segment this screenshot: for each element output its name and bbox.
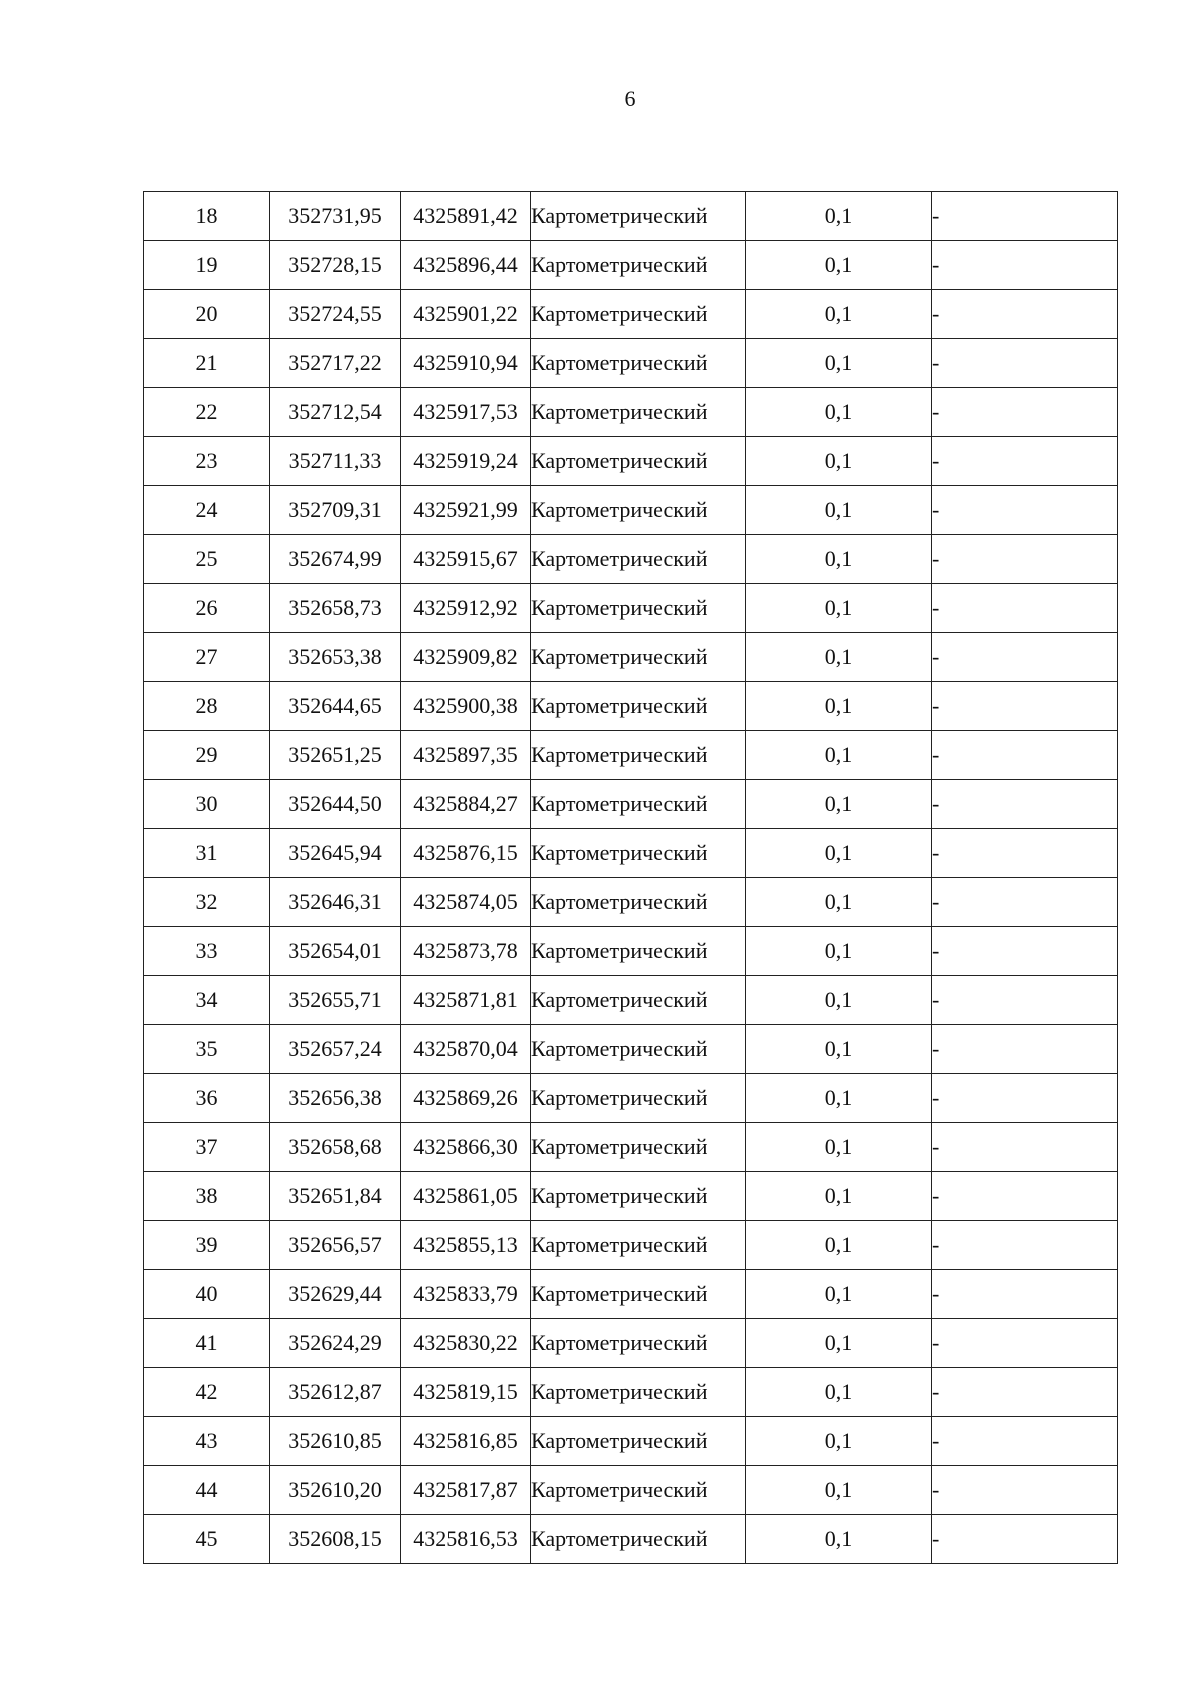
coordinate-y-cell: 4325917,53	[401, 388, 531, 437]
method-cell: Картометрический	[531, 780, 746, 829]
coordinate-y-cell: 4325897,35	[401, 731, 531, 780]
description-cell: -	[932, 1074, 1118, 1123]
coordinate-x-cell: 352717,22	[270, 339, 401, 388]
point-number-cell: 22	[144, 388, 270, 437]
method-cell: Картометрический	[531, 192, 746, 241]
description-cell: -	[932, 486, 1118, 535]
point-number-cell: 38	[144, 1172, 270, 1221]
description-cell: -	[932, 1025, 1118, 1074]
coordinate-x-cell: 352651,25	[270, 731, 401, 780]
method-cell: Картометрический	[531, 1319, 746, 1368]
point-number-cell: 37	[144, 1123, 270, 1172]
accuracy-cell: 0,1	[746, 682, 932, 731]
description-cell: -	[932, 633, 1118, 682]
point-number-cell: 33	[144, 927, 270, 976]
accuracy-cell: 0,1	[746, 633, 932, 682]
description-cell: -	[932, 584, 1118, 633]
accuracy-cell: 0,1	[746, 780, 932, 829]
coordinate-x-cell: 352645,94	[270, 829, 401, 878]
accuracy-cell: 0,1	[746, 241, 932, 290]
method-cell: Картометрический	[531, 1074, 746, 1123]
table-row	[144, 1221, 1118, 1270]
method-cell: Картометрический	[531, 241, 746, 290]
description-cell: -	[932, 1172, 1118, 1221]
description-cell: -	[932, 1417, 1118, 1466]
point-number-cell: 21	[144, 339, 270, 388]
method-cell: Картометрический	[531, 1417, 746, 1466]
coordinate-y-cell: 4325901,22	[401, 290, 531, 339]
point-number-cell: 19	[144, 241, 270, 290]
point-number-cell: 30	[144, 780, 270, 829]
method-cell: Картометрический	[531, 486, 746, 535]
point-number-cell: 39	[144, 1221, 270, 1270]
page-number: 6	[624, 86, 636, 111]
method-cell: Картометрический	[531, 976, 746, 1025]
accuracy-cell: 0,1	[746, 1221, 932, 1270]
description-cell: -	[932, 976, 1118, 1025]
method-cell: Картометрический	[531, 829, 746, 878]
description-cell: -	[932, 1123, 1118, 1172]
table-row	[144, 1466, 1118, 1515]
coordinate-y-cell: 4325910,94	[401, 339, 531, 388]
description-cell: -	[932, 1221, 1118, 1270]
method-cell: Картометрический	[531, 339, 746, 388]
description-cell: -	[932, 1319, 1118, 1368]
point-number-cell: 31	[144, 829, 270, 878]
point-number-cell: 45	[144, 1515, 270, 1564]
point-number-cell: 34	[144, 976, 270, 1025]
accuracy-cell: 0,1	[746, 1319, 932, 1368]
description-cell: -	[932, 878, 1118, 927]
point-number-cell: 26	[144, 584, 270, 633]
coordinate-y-cell: 4325884,27	[401, 780, 531, 829]
table-row	[144, 388, 1118, 437]
method-cell: Картометрический	[531, 584, 746, 633]
coordinate-y-cell: 4325830,22	[401, 1319, 531, 1368]
point-number-cell: 44	[144, 1466, 270, 1515]
description-cell: -	[932, 437, 1118, 486]
method-cell: Картометрический	[531, 1123, 746, 1172]
coordinate-y-cell: 4325861,05	[401, 1172, 531, 1221]
coordinate-y-cell: 4325817,87	[401, 1466, 531, 1515]
description-cell: -	[932, 388, 1118, 437]
accuracy-cell: 0,1	[746, 1074, 932, 1123]
table-row	[144, 1123, 1118, 1172]
coordinate-x-cell: 352644,65	[270, 682, 401, 731]
accuracy-cell: 0,1	[746, 486, 932, 535]
point-number-cell: 40	[144, 1270, 270, 1319]
table-row	[144, 1368, 1118, 1417]
coordinate-x-cell: 352612,87	[270, 1368, 401, 1417]
method-cell: Картометрический	[531, 388, 746, 437]
coordinate-y-cell: 4325909,82	[401, 633, 531, 682]
coordinate-y-cell: 4325855,13	[401, 1221, 531, 1270]
accuracy-cell: 0,1	[746, 388, 932, 437]
coordinate-y-cell: 4325876,15	[401, 829, 531, 878]
table-row	[144, 1319, 1118, 1368]
accuracy-cell: 0,1	[746, 1123, 932, 1172]
coordinate-x-cell: 352624,29	[270, 1319, 401, 1368]
method-cell: Картометрический	[531, 1368, 746, 1417]
method-cell: Картометрический	[531, 633, 746, 682]
table-row	[144, 633, 1118, 682]
coordinates-table	[143, 191, 1118, 1564]
accuracy-cell: 0,1	[746, 927, 932, 976]
method-cell: Картометрический	[531, 1025, 746, 1074]
accuracy-cell: 0,1	[746, 584, 932, 633]
coordinate-x-cell: 352728,15	[270, 241, 401, 290]
accuracy-cell: 0,1	[746, 290, 932, 339]
description-cell: -	[932, 241, 1118, 290]
point-number-cell: 23	[144, 437, 270, 486]
coordinate-x-cell: 352654,01	[270, 927, 401, 976]
description-cell: -	[932, 927, 1118, 976]
coordinate-y-cell: 4325919,24	[401, 437, 531, 486]
description-cell: -	[932, 780, 1118, 829]
method-cell: Картометрический	[531, 290, 746, 339]
table-row	[144, 829, 1118, 878]
coordinate-y-cell: 4325816,53	[401, 1515, 531, 1564]
method-cell: Картометрический	[531, 1466, 746, 1515]
point-number-cell: 32	[144, 878, 270, 927]
table-row	[144, 437, 1118, 486]
coordinate-y-cell: 4325866,30	[401, 1123, 531, 1172]
accuracy-cell: 0,1	[746, 731, 932, 780]
accuracy-cell: 0,1	[746, 1417, 932, 1466]
method-cell: Картометрический	[531, 1172, 746, 1221]
point-number-cell: 41	[144, 1319, 270, 1368]
description-cell: -	[932, 339, 1118, 388]
accuracy-cell: 0,1	[746, 192, 932, 241]
coordinate-y-cell: 4325921,99	[401, 486, 531, 535]
table-row	[144, 1515, 1118, 1564]
coordinate-y-cell: 4325873,78	[401, 927, 531, 976]
coordinate-x-cell: 352657,24	[270, 1025, 401, 1074]
coordinate-x-cell: 352644,50	[270, 780, 401, 829]
table-row	[144, 584, 1118, 633]
accuracy-cell: 0,1	[746, 1025, 932, 1074]
accuracy-cell: 0,1	[746, 976, 932, 1025]
coordinate-x-cell: 352658,73	[270, 584, 401, 633]
point-number-cell: 27	[144, 633, 270, 682]
point-number-cell: 35	[144, 1025, 270, 1074]
description-cell: -	[932, 1270, 1118, 1319]
table-row	[144, 486, 1118, 535]
table-row	[144, 780, 1118, 829]
description-cell: -	[932, 829, 1118, 878]
coordinate-x-cell: 352610,85	[270, 1417, 401, 1466]
point-number-cell: 29	[144, 731, 270, 780]
point-number-cell: 25	[144, 535, 270, 584]
coordinate-y-cell: 4325833,79	[401, 1270, 531, 1319]
coordinate-y-cell: 4325900,38	[401, 682, 531, 731]
coordinate-y-cell: 4325915,67	[401, 535, 531, 584]
coordinate-x-cell: 352646,31	[270, 878, 401, 927]
point-number-cell: 18	[144, 192, 270, 241]
description-cell: -	[932, 1368, 1118, 1417]
coordinate-y-cell: 4325871,81	[401, 976, 531, 1025]
accuracy-cell: 0,1	[746, 878, 932, 927]
coordinate-x-cell: 352653,38	[270, 633, 401, 682]
coordinate-x-cell: 352724,55	[270, 290, 401, 339]
method-cell: Картометрический	[531, 1515, 746, 1564]
table-row	[144, 682, 1118, 731]
method-cell: Картометрический	[531, 1270, 746, 1319]
method-cell: Картометрический	[531, 535, 746, 584]
coordinate-y-cell: 4325896,44	[401, 241, 531, 290]
table-row	[144, 1417, 1118, 1466]
coordinate-x-cell: 352655,71	[270, 976, 401, 1025]
coordinate-x-cell: 352712,54	[270, 388, 401, 437]
accuracy-cell: 0,1	[746, 1172, 932, 1221]
method-cell: Картометрический	[531, 437, 746, 486]
coordinate-y-cell: 4325869,26	[401, 1074, 531, 1123]
coordinate-x-cell: 352711,33	[270, 437, 401, 486]
coordinate-x-cell: 352656,57	[270, 1221, 401, 1270]
point-number-cell: 20	[144, 290, 270, 339]
method-cell: Картометрический	[531, 731, 746, 780]
coordinate-y-cell: 4325874,05	[401, 878, 531, 927]
point-number-cell: 28	[144, 682, 270, 731]
description-cell: -	[932, 290, 1118, 339]
description-cell: -	[932, 682, 1118, 731]
point-number-cell: 36	[144, 1074, 270, 1123]
coordinate-x-cell: 352658,68	[270, 1123, 401, 1172]
table-row	[144, 1270, 1118, 1319]
table-row	[144, 290, 1118, 339]
table-row	[144, 731, 1118, 780]
table-row	[144, 535, 1118, 584]
coordinate-x-cell: 352709,31	[270, 486, 401, 535]
coordinate-y-cell: 4325870,04	[401, 1025, 531, 1074]
table-row	[144, 927, 1118, 976]
table-row	[144, 241, 1118, 290]
method-cell: Картометрический	[531, 927, 746, 976]
accuracy-cell: 0,1	[746, 535, 932, 584]
accuracy-cell: 0,1	[746, 1368, 932, 1417]
table-row	[144, 1025, 1118, 1074]
table-row	[144, 339, 1118, 388]
accuracy-cell: 0,1	[746, 1270, 932, 1319]
accuracy-cell: 0,1	[746, 339, 932, 388]
coordinate-x-cell: 352608,15	[270, 1515, 401, 1564]
coordinate-x-cell: 352610,20	[270, 1466, 401, 1515]
table-row	[144, 878, 1118, 927]
table-row	[144, 1172, 1118, 1221]
coordinate-y-cell: 4325891,42	[401, 192, 531, 241]
description-cell: -	[932, 192, 1118, 241]
table-row	[144, 192, 1118, 241]
coordinate-x-cell: 352629,44	[270, 1270, 401, 1319]
method-cell: Картометрический	[531, 682, 746, 731]
description-cell: -	[932, 535, 1118, 584]
coordinate-x-cell: 352656,38	[270, 1074, 401, 1123]
coordinates-table-body	[144, 192, 1118, 1564]
table-row	[144, 976, 1118, 1025]
accuracy-cell: 0,1	[746, 1515, 932, 1564]
description-cell: -	[932, 731, 1118, 780]
accuracy-cell: 0,1	[746, 437, 932, 486]
point-number-cell: 43	[144, 1417, 270, 1466]
method-cell: Картометрический	[531, 1221, 746, 1270]
point-number-cell: 24	[144, 486, 270, 535]
coordinate-x-cell: 352651,84	[270, 1172, 401, 1221]
coordinate-y-cell: 4325912,92	[401, 584, 531, 633]
description-cell: -	[932, 1515, 1118, 1564]
table-row	[144, 1074, 1118, 1123]
point-number-cell: 42	[144, 1368, 270, 1417]
description-cell: -	[932, 1466, 1118, 1515]
coordinate-y-cell: 4325819,15	[401, 1368, 531, 1417]
method-cell: Картометрический	[531, 878, 746, 927]
accuracy-cell: 0,1	[746, 1466, 932, 1515]
accuracy-cell: 0,1	[746, 829, 932, 878]
coordinate-x-cell: 352731,95	[270, 192, 401, 241]
coordinate-y-cell: 4325816,85	[401, 1417, 531, 1466]
coordinate-x-cell: 352674,99	[270, 535, 401, 584]
